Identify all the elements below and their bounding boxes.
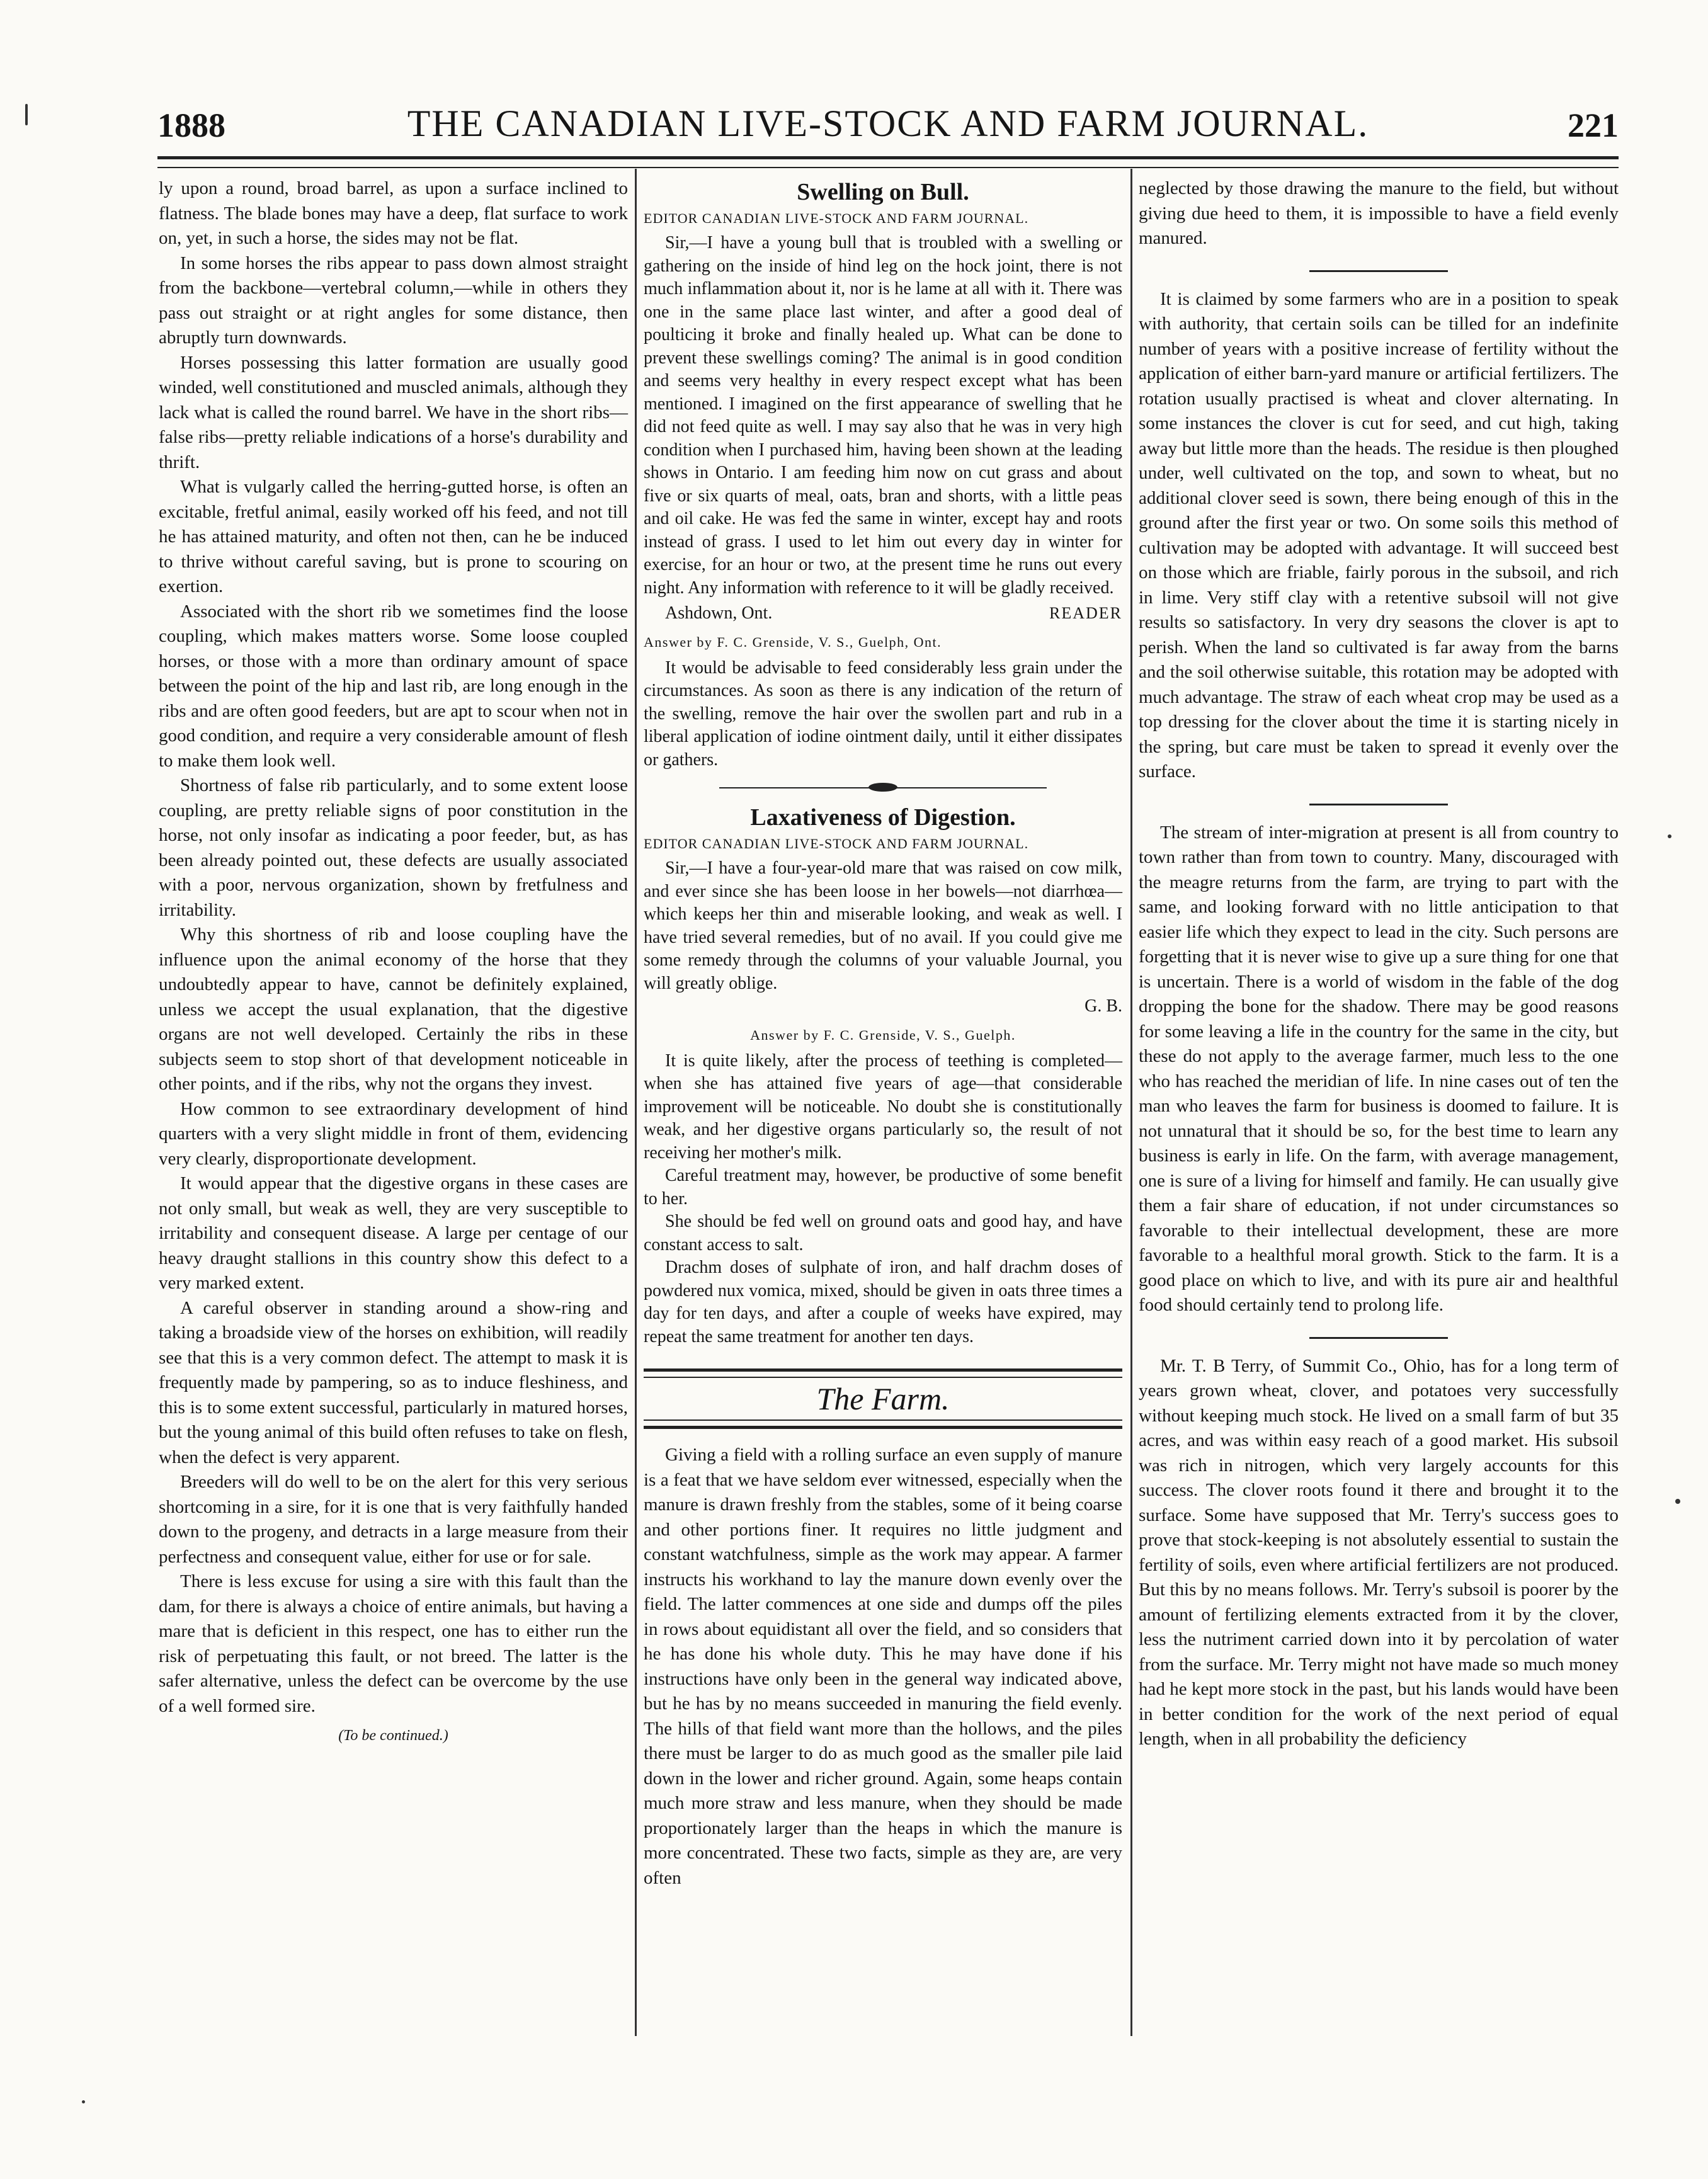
paragraph: A careful observer in standing around a show-ring and taking a broadside view of the horses on exhibition, will readily see that this is a very common defect. The attempt to mask it is frequently made by pampering, so as to induce fleshiness, and this is to some extent successful, particularly in matured horses, but the young animal of this build often refuses to take on flesh, when the defect is very apparent.: [159, 1297, 628, 1467]
answer-byline: Answer by F. C. Grenside, V. S., Guelph.: [750, 1027, 1016, 1043]
answer-text: She should be fed well on ground oats and good hay, and have constant access to salt.: [644, 1212, 1122, 1254]
paragraph: It is claimed by some farmers who are in a position to speak with authority, that certain soils can be tilled for an indefinite number of years with a positive increase of fertility without the application of either barn-yard manure or artificial fertilizers. The rotation usually practised is wheat and clover alternating. In some instances the clover is cut for seed, and cut high, taking away but little more than the heads. The residue is then ploughed under, well cultivated on the top, and sown to wheat, but no additional clover seed is sown, there being enough of this in the ground after the first year or two. On some soils this method of cultivation may be adopted with advantage. It will succeed best on those which are friable, fairly porous in the subsoil, and rich in lime. Very stiff clay with a retentive subsoil will not give results so satisfactory. In very dry seasons the clover is apt to perish. When the land so cultivated is far away from the barns and the soil otherwise suitable, this rotation may be adopted with much advantage. The straw of each wheat crop may be used as a top dressing for the clover about the time it is starting nicely in the spring, but care must be taken to spread it evenly over the surface.: [1139, 288, 1619, 782]
article-title-swelling: Swelling on Bull.: [797, 179, 969, 205]
masthead-rule: [157, 156, 1619, 168]
paragraph: How common to see extraordinary development of hind quarters with a very slight middle in front of them, evidencing very clearly, disproportionate development.: [159, 1098, 628, 1169]
divider: [1309, 270, 1448, 272]
paragraph: Associated with the short rib we sometimes find the loose coupling, which makes matters worse. Some loose coupled horses, or those with a more than ordinary amount of space between the point of the hip and last rib, are long enough in the ribs and are often good feeders, but are apt to scour when not in good condition, and require a very considerable amount of flesh to make them look well.: [159, 601, 628, 771]
paragraph: Shortness of false rib particularly, and to some extent loose coupling, are pretty reliable signs of poor constitution in the horse, not only insofar as indicating a poor feeder, but, as has been already pointed out, these defects are usually associated with a poor, nervous organization, shown by fretfulness and irritability.: [159, 775, 628, 920]
masthead: [157, 94, 1619, 151]
letter-signature: [644, 602, 1122, 625]
answer-text: Drachm doses of sulphate of iron, and half drachm doses of powdered nux vomica, mixed, should be given in oats three times a day for ten days, and after a couple of weeks have expired, may repeat the same treatment for another ten days.: [644, 1258, 1122, 1346]
letter-signed: G. B.: [1085, 996, 1122, 1016]
editor-line: EDITOR CANADIAN LIVE-STOCK AND FARM JOURNAL.: [644, 210, 1029, 226]
answer-text: It would be advisable to feed considerably less grain under the circumstances. As soon as there is any indication of the return of the swelling, remove the hair over the swollen part and rub in a liberal application of iodine ointment daily, until it either dissipates or gathers.: [644, 657, 1122, 770]
farm-paragraph: Giving a field with a rolling surface an even supply of manure is a feat that we have seldom ever witnessed, especially when the manure is drawn freshly from the stables, some of it being coarse and other portions finer. It requires no little judgment and constant watchfulness, simple as the work may appear. A farmer instructs his workhand to lay the manure down evenly over the field. The latter commences at one side and dumps off the piles in rows about equidistant all over the field, and so considers that he has done his whole duty. This he may have done if his instructions have only been in the general way indicated above, but he has by no means succeeded in manuring the field evenly. The hills of that field want more than the hollows, and the piles there must be larger to do as much good as the smaller pile laid down in the lower and richer ground. Again, some heaps contain much more straw and less manure, when they should be made proportionately larger than the heaps in which the manure is more concentrated. These two facts, simple as they are, are very often: [644, 1445, 1122, 1888]
page-number: 221: [1568, 106, 1619, 144]
paragraph: Mr. T. B Terry, of Summit Co., Ohio, has for a long term of years grown wheat, clover, and potatoes very successfully without keeping much stock. He lived on a small farm of but 35 acres, and was within easy reach of a good market. His subsoil was rich in nitrogen, which very largely accounts for this success. The clover roots found it there and brought it to the surface. Some have supposed that Mr. Terry's success goes to prove that stock-keeping is not absolutely essential to sustain the fertility of soils, even where artificial fertilizers are not produced. But this by no means follows. Mr. Terry's subsoil is poorer by the amount of fertilizing elements extracted from it by the clover, less the nutriment carried down into it by percolation of water from the surface. Mr. Terry might not have made so much money had he kept more stock in the past, but his lands would have been in better condition for the work of the next period of equal length, when in all probability the deficiency: [1139, 1355, 1619, 1749]
editor-line: EDITOR CANADIAN LIVE-STOCK AND FARM JOURNAL.: [644, 836, 1029, 851]
paragraph: Horses possessing this latter formation are usually good winded, well constitutioned and muscled animals, although they lack what is called the round barrel. We have in the short ribs—false ribs—pretty reliable indications of a horse's durability and thrift.: [159, 352, 628, 472]
paragraph: ly upon a round, broad barrel, as upon a surface inclined to flatness. The blade bones may have a deep, flat surface to work on, yet, in such a horse, the sides may not be flat.: [159, 178, 628, 248]
article-title-laxativeness: Laxativeness of Digestion.: [750, 804, 1016, 831]
column-rule-2: [1130, 169, 1132, 2036]
issue-year: 1888: [157, 106, 225, 144]
ornament-divider: [644, 780, 1122, 795]
divider: [1309, 804, 1448, 805]
paragraph: What is vulgarly called the herring-gutted horse, is often an excitable, fretful animal, easily worked off his feed, and not till he has attained maturity, and often not then, can he be induced to thrive without careful saving, but is prone to scouring on exertion.: [159, 477, 628, 596]
paragraph: neglected by those drawing the manure to the field, but without giving due heed to them, it is impossible to have a field evenly manured.: [1139, 178, 1619, 248]
answer-text: Careful treatment may, however, be productive of some benefit to her.: [644, 1166, 1122, 1209]
section-heading-box: [644, 1368, 1122, 1429]
continued-note: (To be continued.): [338, 1727, 448, 1744]
column-rule-1: [635, 169, 637, 2036]
scan-mark: [1668, 834, 1671, 838]
paragraph: It would appear that the digestive organs in these cases are not only small, but weak as well, they are very susceptible to irritability and consequent disease. A large per centage of our heavy draught stallions in this country show this defect to a very marked extent.: [159, 1173, 628, 1293]
letter-text: Sir,—I have a four-year-old mare that was raised on cow milk, and ever since she has been loose in her bowels—not diarrhœa—which keeps her thin and miserable looking, and weak as well. I have tried several remedies, but of no avail. If you could give me some remedy through the columns of your valuable Journal, you will greatly oblige.: [644, 858, 1122, 993]
answer-byline: Answer by F. C. Grenside, V. S., Guelph, Ont.: [644, 634, 942, 650]
column-2: [644, 176, 1122, 1891]
scan-mark: [82, 2100, 85, 2103]
paragraph: In some horses the ribs appear to pass down almost straight from the backbone—vertebral column,—while in others they pass out straight or at right angles for some distance, then abruptly turn downwards.: [159, 253, 628, 348]
answer-text: It is quite likely, after the process of teething is completed—when she has attained five years of age—that considerable improvement will be noticeable. No doubt she is constitutionally weak, and her digestive organs particularly so, the result of not receiving her mother's milk.: [644, 1050, 1122, 1163]
paragraph: The stream of inter-migration at present is all from country to town rather than from town to country. Many, discouraged with the meagre returns from the farm, are trying to part with the same, and looking forward with no little anticipation to that easier life which they expect to lead in the city. Such persons are forgetting that it is never wise to give up a sure thing for one that is uncertain. There is a world of wisdom in the fable of the dog dropping the bone for the shadow. There may be good reasons for some leaving a life in the country for the same in the city, but these do not apply to the average farmer, much less to the one who has reached the meridian of life. In nine cases out of ten the man who leaves the farm for business is doomed to failure. It is not unnatural that it should be so, for the best time to learn any business is early in life. On the farm, with average management, one is sure of a living for himself and family. He can usually give them a fair share of education, if not under circumstances so favorable to their intellectual development, these are more favorable to a healthful moral growth. Stick to the farm. It is a good place on which to live, and with its pure air and healthful food should certainly tend to prolong life.: [1139, 822, 1619, 1315]
section-heading-farm: The Farm.: [644, 1377, 1122, 1421]
letter-signed: READER: [1049, 604, 1122, 622]
journal-title: THE CANADIAN LIVE-STOCK AND FARM JOURNAL.: [407, 103, 1369, 144]
column-3: [1139, 176, 1619, 1752]
scan-mark: [1675, 1499, 1680, 1504]
paragraph: Why this shortness of rib and loose coupling have the influence upon the animal economy of the horse that they undoubtedly appear to have, cannot be definitely explained, unless we accept the usual explanation, that the digestive organs are not well developed. Certainly the ribs in these subjects seem to stop short of that development noticeable in other points, and if the ribs, why not the organs they invest.: [159, 925, 628, 1094]
paragraph: Breeders will do well to be on the alert for this very serious shortcoming in a sire, for it is one that is very faithfully handed down to the progeny, and detracts in a large measure from their perfectness and consequent value, either for use or for sale.: [159, 1472, 628, 1567]
letter-text: Sir,—I have a young bull that is troubled with a swelling or gathering on the inside of hind leg on the hock joint, there is not much inflammation about it, nor is he lame at all with it. There was one in the same place last winter, and after a good deal of poulticing it broke and finally healed up. What can be done to prevent these swellings coming? The animal is in good condition and seems very healthy in every respect except what has been mentioned. I imagined on the first appearance of swelling that he did not feed quite as well. I may say also that he was in very high condition when I purchased him, having been shown at the leading shows in Ontario. I am feeding him now on cut grass and about five or six quarts of meal, oats, bran and shorts, with a little peas and oil cake. He was fed the same in winter, except hay and roots instead of grass. I used to let him out every day in winter for exercise, for an hour or two, at the present time he runs out every night. Any information with reference to it will be gladly received.: [644, 233, 1122, 598]
column-1: [159, 176, 628, 1749]
scan-mark: [25, 104, 28, 125]
divider: [1309, 1337, 1448, 1339]
letter-place: Ashdown, Ont.: [665, 603, 773, 623]
paragraph: There is less excuse for using a sire with this fault than the dam, for there is always a choice of entire animals, but having a mare that is deficient in this respect, one has to either run the risk of perpetuating this fault, or not breed. The latter is the safer alternative, unless the defect can be overcome by the use of a well formed sire.: [159, 1571, 628, 1716]
